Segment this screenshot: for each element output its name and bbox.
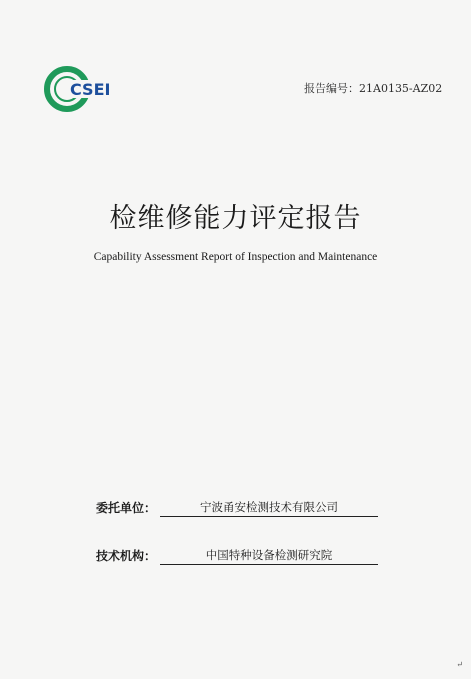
field-client-label: 委托单位： bbox=[96, 501, 157, 515]
field-agency bbox=[96, 547, 386, 563]
report-number: 报告编号：21A0135-AZ02 bbox=[304, 82, 443, 95]
field-agency-label: 技术机构： bbox=[96, 549, 157, 563]
report-title-english: Capability Assessment Report of Inspection and Maintenance bbox=[93, 251, 378, 263]
logo-text: CSEI bbox=[70, 80, 111, 99]
paragraph-mark: ↵ bbox=[456, 660, 463, 669]
field-client bbox=[96, 499, 386, 515]
field-agency-value: 中国特种设备检测研究院 bbox=[160, 547, 378, 565]
report-title-chinese: 检维修能力评定报告 bbox=[109, 203, 362, 234]
csei-logo bbox=[44, 66, 112, 112]
field-client-value: 宁波甬安检测技术有限公司 bbox=[160, 499, 378, 517]
